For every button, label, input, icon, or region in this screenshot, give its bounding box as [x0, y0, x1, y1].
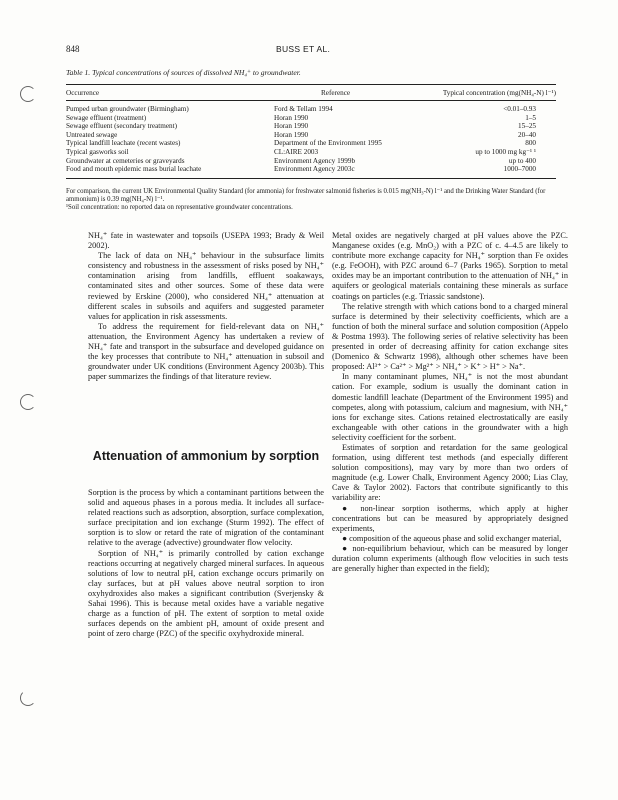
paragraph: NH₄⁺ fate in wastewater and topsoils (USEPA 1993; Brady & Weil 2002). — [88, 231, 324, 251]
table-row — [66, 157, 556, 166]
table-body — [66, 105, 556, 174]
page-number: 848 — [66, 44, 80, 54]
table-header-row — [66, 87, 556, 100]
table-cell-concentration: <0.01–0.93 — [503, 105, 536, 113]
paragraph: In many contaminant plumes, NH₄⁺ is not the most abundant cation. For example, sodium is usually the dominant cation in domestic landfill leachate (Department of the Environment 1995) and competes, along with potassium, calcium and magnesium, with NH₄⁺ ions for exchange sites. Cations retained electrostatically are easily exchangeable with other cations in the groundwater with a high selectivity coefficient for the sorbent. — [332, 372, 568, 442]
table-cell-reference: Horan 1990 — [274, 130, 309, 139]
concentration-table — [66, 84, 556, 179]
table-cell-concentration: 1000–7000 — [503, 165, 536, 174]
paragraph: Estimates of sorption and retardation for the same geological formation, using different test methods (and especially different solution compositions), may vary by more than two orders of magnitude (e.g. Lower Chalk, Environment Agency 2000; Lias Clay, Cave & Taylor 2002). Factors that contribute significantly to this variability are: — [332, 442, 568, 503]
column-header-reference: Reference — [321, 89, 351, 97]
table-cell-reference: CL:AIRE 2003 — [274, 147, 319, 156]
paragraph: Sorption is the process by which a contaminant partitions between the solid and aqueous phases in a porous media. It includes all surface-related reactions such as adsorption, absorption, surface complexation, surface precipitation and ion exchange (Sturm 1992). The effect of sorption is to slow or retard the rate of migration of the contaminant relative to the average (advective) groundwater flow velocity. — [88, 488, 324, 548]
table-cell-occurrence: Typical landfill leachate (recent wastes) — [66, 139, 181, 148]
table-cell-reference: Horan 1990 — [274, 122, 309, 131]
table-cell-reference: Horan 1990 — [274, 113, 309, 122]
table-top-rule — [66, 84, 556, 85]
table-cell-reference: Environment Agency 1999b — [274, 156, 356, 165]
section-heading: Attenuation of ammonium by sorption — [92, 449, 320, 463]
scan-hole-mark — [20, 86, 36, 102]
table-cell-occurrence: Food and mouth epidemic mass burial leachate — [66, 165, 202, 174]
table-cell-occurrence: Sewage effluent (secondary treatment) — [66, 122, 178, 131]
table-cell-occurrence: Untreated sewage — [66, 130, 118, 139]
paragraph: Metal oxides are negatively charged at pH values above the PZC. Manganese oxides (e.g. MnO₂) with a PZC of c. 4–4.5 are likely to contribute more exchange capacity for NH₄⁺ sorption than Fe oxides (e.g. FeOOH), with PZC around 6–7 (Parks 1965). Sorption to metal oxides may be an important contribution to the attenuation of NH₄⁺ in aquifers or geological materials containing these minerals as surface coatings on particles (e.g. Triassic sandstone). — [332, 231, 568, 301]
table-row — [66, 122, 556, 131]
table-row — [66, 114, 556, 123]
paragraph: The lack of data on NH₄⁺ behaviour in the subsurface limits consistency and robustness in the assessment of risks posed by NH₄⁺ contamination arising from landfills, effluent soakaways, contaminated sites and other sources. Some of these data were reviewed by Erskine (2000), who considered NH₄⁺ attenuation at different scales in subsoils and aquifers and suggested parameter values for application in risk assessments. — [88, 251, 324, 321]
table-notes — [66, 188, 556, 212]
table-cell-reference: Ford & Tellam 1994 — [274, 105, 333, 113]
table-note-comparison: For comparison, the current UK Environmental Quality Standard (for ammonia) for freshwater salmonid fisheries is 0.015 mg(NH₃-N) l⁻¹ and the Drinking Water Standard (for ammonium) is 0.39 mg(NH₄-N) l⁻¹. — [66, 188, 546, 203]
paragraph: Sorption of NH₄⁺ is primarily controlled by cation exchange reactions occurring at negatively charged mineral surfaces. In aqueous solutions of low to neutral pH, cation exchange occurs primarily on clay surfaces, but at pH values above neutral sorption to iron oxyhydroxides also makes a significant contribution (Sverjensky & Sahai 1996). This is because metal oxides have a variable negative charge as a function of pH. The extent of sorption to metal oxide surfaces depends on the ambient pH, amount of oxide present and point of zero charge (PZC) of the specific oxyhydroxide mineral. — [88, 548, 324, 639]
table-cell-occurrence: Typical gasworks soil — [66, 147, 129, 156]
table-cell-occurrence: Pumped urban groundwater (Birmingham) — [66, 105, 189, 113]
table-caption — [66, 68, 556, 77]
table-cell-reference: Department of the Environment 1995 — [274, 139, 382, 148]
table-cell-concentration: up to 1000 mg kg⁻¹ ¹ — [475, 147, 536, 156]
table-bottom-rule — [66, 178, 556, 179]
paragraph: To address the requirement for field-relevant data on NH₄⁺ attenuation, the Environment Agency has undertaken a review of NH₄⁺ fate and transport in the subsurface and developed guidance on the key processes that contribute to NH₄⁺ attenuation in subsoil and groundwater under UK conditions (Environment Agency 2003b). This paper summarizes the findings of that literature review. — [88, 321, 324, 382]
table-row — [66, 105, 556, 114]
table-note-soil: ¹Soil concentration: no reported data on representative groundwater concentrations. — [66, 204, 293, 211]
table-cell-occurrence: Groundwater at cemeteries or graveyards — [66, 156, 185, 165]
table-cell-concentration: 1–5 — [525, 113, 536, 122]
table-cell-concentration: 20–40 — [518, 130, 536, 139]
table-cell-reference: Environment Agency 2003c — [274, 165, 355, 174]
running-head: BUSS ET AL. — [276, 44, 331, 54]
table-row — [66, 139, 556, 148]
bullet-item: ● non-equilibrium behaviour, which can be measured by longer duration column experiments (although flow velocities in such tests are generally higher than expected in the field); — [332, 543, 568, 574]
scan-hole-mark — [20, 690, 36, 706]
table-cell-concentration: 800 — [525, 139, 536, 148]
table-row — [66, 131, 556, 140]
paragraph: The relative strength with which cations bond to a charged mineral surface is determined by their selectivity coefficients, which are a function of both the mineral surface and solution composition (Appelo & Postma 1993). The following series of relative selectivity has been presented in order of decreasing affinity for cation exchange sites (Domenico & Schwartz 1998), although other schemes have been proposed: Al³⁺ > Ca²⁺ > Mg²⁺ > NH₄⁺ > K⁺ > H⁺ > Na⁺. — [332, 301, 568, 372]
bullet-item: ● composition of the aqueous phase and solid exchanger material, — [342, 533, 562, 543]
table-cell-concentration: up to 400 — [508, 156, 536, 165]
left-column-top — [88, 231, 324, 382]
table-caption-text: Table 1. Typical concentrations of sources of dissolved NH₄⁺ to groundwater. — [66, 68, 301, 77]
table-row — [66, 148, 556, 157]
left-column-bottom — [88, 488, 324, 639]
table-cell-concentration: 15–25 — [518, 122, 536, 131]
bullet-item: ● non-linear sorption isotherms, which apply at higher concentrations but can be measured by appropriately designed experiments, — [332, 503, 568, 533]
table-header-rule — [66, 100, 556, 101]
column-header-occurrence: Occurrence — [66, 89, 100, 97]
scan-hole-mark — [20, 394, 36, 410]
right-column — [332, 231, 568, 574]
table-row — [66, 165, 556, 174]
column-header-concentration: Typical concentration (mg(NH₄-N) l⁻¹) — [442, 89, 556, 97]
table-cell-occurrence: Sewage effluent (treatment) — [66, 113, 147, 122]
